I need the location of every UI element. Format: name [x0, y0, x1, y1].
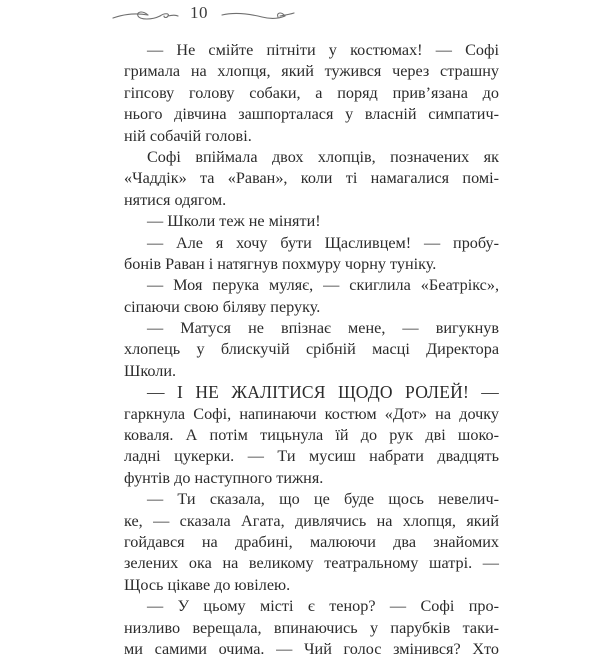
text-line: — Не смійте пітніти у костюмах! — Софі: [147, 41, 499, 59]
text-line: зелених ока на великому театральному шатрі. —: [124, 554, 499, 573]
text-line: хлопець у блискучій срібній масці Директора: [124, 340, 499, 359]
text-line: ми самими очима. — Чий голос змінився? Хто: [124, 639, 499, 658]
text-line: сіпаючи свою біляву перуку.: [124, 297, 321, 316]
text-line: ній собачій голові.: [124, 126, 252, 145]
text-line: фунтів до наступного тижня.: [124, 468, 324, 487]
text-line: гаркнула Софі, напинаючи костюм «Дот» на дочку: [124, 404, 499, 423]
text-line: нятися одягом.: [124, 190, 227, 209]
text-line: — І НЕ ЖАЛІТИСЯ ЩОДО РОЛЕЙ! —: [147, 382, 499, 403]
text-line: Школи.: [124, 361, 177, 380]
text-line: Софі впіймала двох хлопців, позначених як: [147, 147, 499, 166]
text-line: — Матуся не впізнає мене, — вигукнув: [147, 319, 499, 338]
text-line: гіпсову голову собаки, а поряд прив’язана до: [124, 83, 499, 102]
text-line: низливо верещала, впинаючись у парубків таки-: [124, 618, 499, 637]
text-line: коваля. А потім тицьнула їй до рук дві шоко-: [124, 426, 499, 445]
flourish-left-icon: [113, 12, 178, 19]
page-number: 10: [190, 3, 208, 22]
text-line: ладні цукерки. — Ти мусиш набрати двадцять: [124, 447, 499, 466]
text-line: бонів Раван і натягнув похмуру чорну туніку.: [124, 254, 437, 273]
text-line: — Але я хочу бути Щасливцем! — пробу-: [147, 233, 499, 252]
text-line: — Моя перука муляє, — скиглила «Беатрікс»,: [147, 276, 499, 295]
text-line: Щось цікаве до ювілею.: [124, 575, 291, 594]
text-line: гойдався на драбині, малюючи два знайомих: [124, 532, 499, 551]
page-header: [110, 2, 300, 26]
text-line: — У цьому місті є тенор? — Софі про-: [147, 597, 499, 616]
text-line: — Ти сказала, що це буде щось невелич-: [147, 490, 499, 509]
text-line: нього дівчина зашпорталася у власній симпатич-: [124, 105, 499, 124]
body-text: [124, 40, 499, 660]
text-line: — Школи теж не міняти!: [147, 212, 321, 231]
text-line: гримала на хлопця, який тужився через страшну: [124, 62, 499, 81]
text-line: «Чаддік» та «Раван», коли ті намагалися помі-: [124, 169, 499, 188]
flourish-right-icon: [222, 13, 294, 18]
text-line: ке, — сказала Агата, дивлячись на хлопця, який: [124, 511, 499, 530]
